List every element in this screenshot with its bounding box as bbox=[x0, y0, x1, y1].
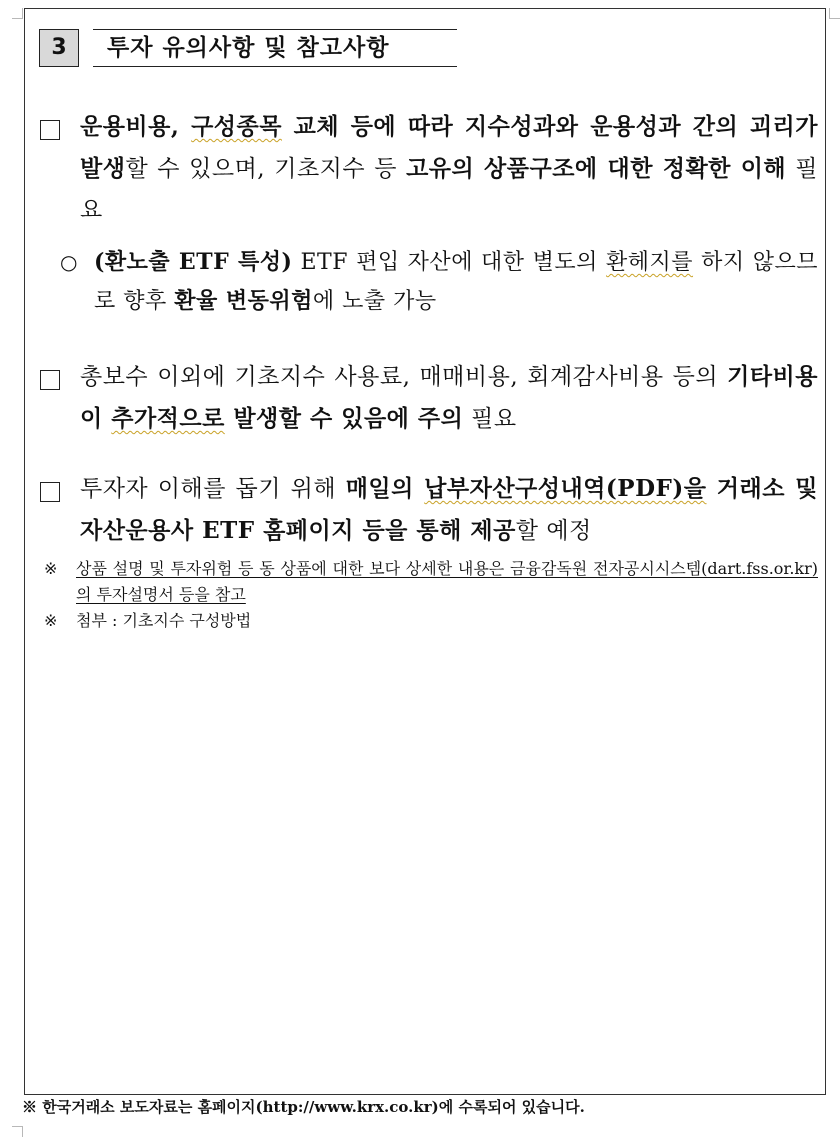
text-run: 고유의 상품구조에 대한 정확한 이해 bbox=[406, 155, 787, 182]
crop-mark-bottom-left bbox=[12, 1126, 23, 1137]
text-run: 필요 bbox=[80, 156, 819, 223]
text-run: 총보수 이외에 기초지수 사용료, 매매비용, 회계감사비용 등의 bbox=[80, 364, 728, 390]
footer-note: ※ 한국거래소 보도자료는 홈페이지(http://www.krx.co.kr)에 수록되어 있습니다. bbox=[22, 1098, 585, 1116]
text-run: ETF 편입 자산에 대한 별도의 bbox=[292, 250, 607, 275]
section-header bbox=[39, 29, 459, 69]
text-run: (환노출 ETF 특성) bbox=[94, 249, 293, 275]
text-run: 거래소 및 자산운용사 ETF 홈페이지 등을 통해 제공 bbox=[80, 475, 818, 544]
text-run: 구성종목 bbox=[191, 113, 282, 140]
item-text bbox=[80, 356, 818, 440]
note-text: 첨부 : 기초지수 구성방법 bbox=[76, 611, 252, 630]
text-run: 할 수 있으며, 기초지수 등 bbox=[125, 156, 407, 182]
text-run: 발생할 수 있음에 주의 bbox=[224, 405, 464, 432]
sub-item-text bbox=[94, 243, 818, 321]
text-run: 투자자 이해를 돕기 위해 bbox=[80, 476, 346, 502]
note-text: 상품 설명 및 투자위험 등 동 상품에 대한 보다 상세한 내용은 금융감독원 전자공시시스템(dart.fss.or.kr)의 투자설명서 등을 참고 bbox=[76, 559, 818, 604]
text-run: 교체 등에 따라 지수성과와 운용성과 간의 괴리가 발생 bbox=[80, 113, 818, 182]
text-run: 에 노출 가능 bbox=[312, 289, 437, 314]
item-text bbox=[80, 106, 818, 231]
text-run: 하지 않으므로 향후 bbox=[94, 250, 818, 314]
crop-mark-top-right bbox=[829, 8, 840, 19]
item-text bbox=[80, 468, 818, 552]
crop-mark-top-left bbox=[12, 8, 23, 19]
reference-mark-icon: ※ bbox=[44, 559, 58, 578]
text-run: 추가적으로 bbox=[111, 405, 225, 432]
text-run: 할 예정 bbox=[515, 518, 592, 544]
text-run: 매일의 bbox=[345, 475, 425, 502]
checkbox-square-icon bbox=[40, 482, 60, 502]
text-run: 환헤지를 bbox=[606, 250, 694, 275]
text-run: 납부자산구성내역(PDF)을 bbox=[424, 475, 707, 502]
section-title: 투자 유의사항 및 참고사항 bbox=[93, 29, 457, 67]
text-run: 필요 bbox=[463, 406, 517, 432]
circle-bullet-icon: ○ bbox=[60, 250, 78, 274]
checkbox-square-icon bbox=[40, 370, 60, 390]
reference-mark-icon: ※ bbox=[44, 611, 58, 630]
text-run: 환율 변동위험 bbox=[174, 288, 313, 314]
text-run: 기타비용이 bbox=[80, 363, 818, 432]
checkbox-square-icon bbox=[40, 120, 60, 140]
text-run: 운용비용, bbox=[80, 113, 192, 140]
section-number: 3 bbox=[39, 29, 79, 67]
